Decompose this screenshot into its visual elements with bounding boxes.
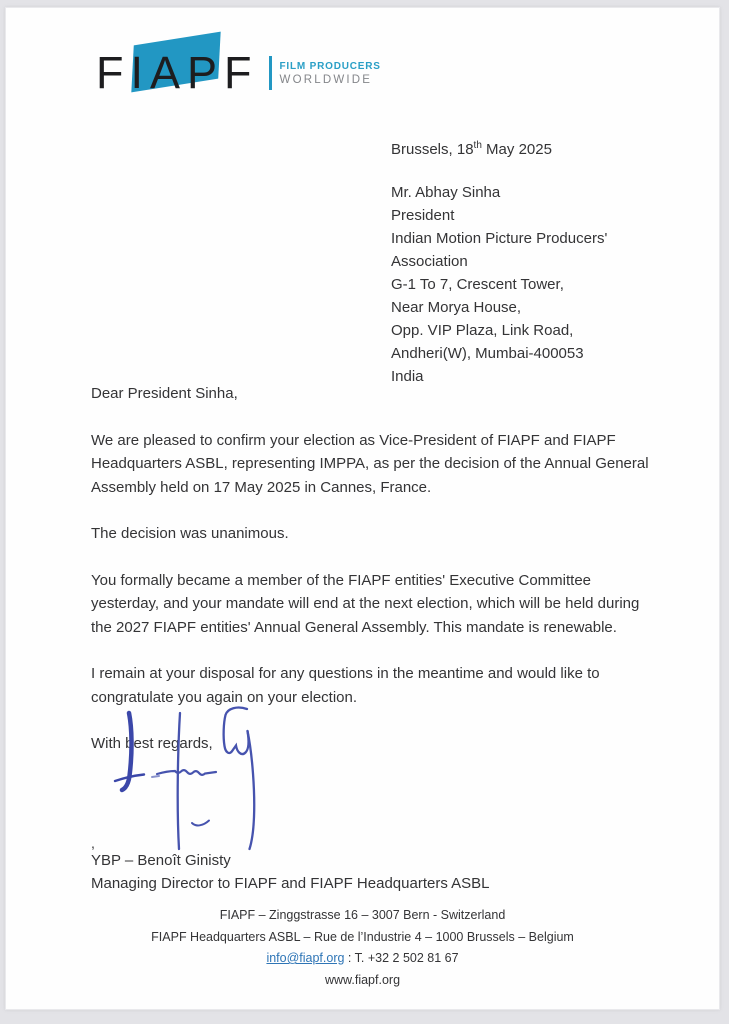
recipient-address: [391, 181, 691, 388]
address-line: India: [391, 368, 424, 385]
signer-name: YBP – Benoît Ginisty: [91, 852, 231, 869]
signature-ink-mark: ,: [91, 835, 95, 851]
address-line: G-1 To 7, Crescent Tower,: [391, 276, 564, 293]
date-ordinal: th: [473, 140, 482, 151]
address-line: President: [391, 207, 455, 224]
signer-title: Managing Director to FIAPF and FIAPF Headquarters ASBL: [91, 874, 490, 892]
email-link[interactable]: info@fiapf.org: [266, 951, 345, 965]
body-paragraph: You formally became a member of the FIAPF entities' Executive Committee yesterday, and your mandate will end at the next election, which will be held during the 2027 FIAPF entities' Annual General Assembly. This mandate is renewable.: [91, 571, 640, 636]
date-prefix: Brussels, 18: [391, 141, 474, 158]
address-line: Association: [391, 253, 468, 270]
signer-block: [91, 836, 490, 895]
footer-address-bern: FIAPF – Zinggstrasse 16 – 3007 Bern - Switzerland: [219, 908, 506, 922]
logo-tagline-line2: WORLDWIDE: [279, 73, 373, 86]
address-line: Opp. VIP Plaza, Link Road,: [391, 322, 574, 339]
address-line: Indian Motion Picture Producers': [391, 230, 608, 247]
salutation: Dear President Sinha,: [91, 385, 238, 402]
footer-address-brussels: FIAPF Headquarters ASBL – Rue de l’Industrie 4 – 1000 Brussels – Belgium: [151, 929, 574, 944]
letter-page: [5, 7, 720, 1010]
body-paragraph: I remain at your disposal for any questions in the meantime and would like to congratulate you again on your election.: [91, 665, 600, 706]
address-line: Andheri(W), Mumbai-400053: [391, 345, 584, 362]
footer-phone: : T. +32 2 502 81 67: [344, 951, 459, 965]
logo-tagline: [269, 56, 381, 90]
closing: With best regards,: [91, 735, 213, 752]
body-paragraph: We are pleased to confirm your election as Vice-President of FIAPF and FIAPF Headquarters ASBL, representing IMPPA, as per the decision of the Annual General Assembly held on 17 May 2025 in Cannes, France.: [91, 431, 649, 496]
date-line: [391, 134, 691, 161]
body-paragraph: The decision was unanimous.: [91, 525, 289, 542]
footer-website: www.fiapf.org: [324, 972, 401, 987]
address-line: Near Morya House,: [391, 299, 522, 316]
date-suffix: May 2025: [481, 141, 552, 158]
logo-wordmark: FIAPF: [96, 47, 259, 98]
signature-image: [96, 700, 276, 852]
address-line: Mr. Abhay Sinha: [391, 184, 501, 201]
letter-footer: [6, 905, 719, 991]
fiapf-logo: [96, 42, 381, 104]
footer-contact-line: [6, 948, 719, 970]
date-and-address-block: [391, 134, 691, 388]
logo-tagline-line1: FILM PRODUCERS: [279, 60, 381, 72]
